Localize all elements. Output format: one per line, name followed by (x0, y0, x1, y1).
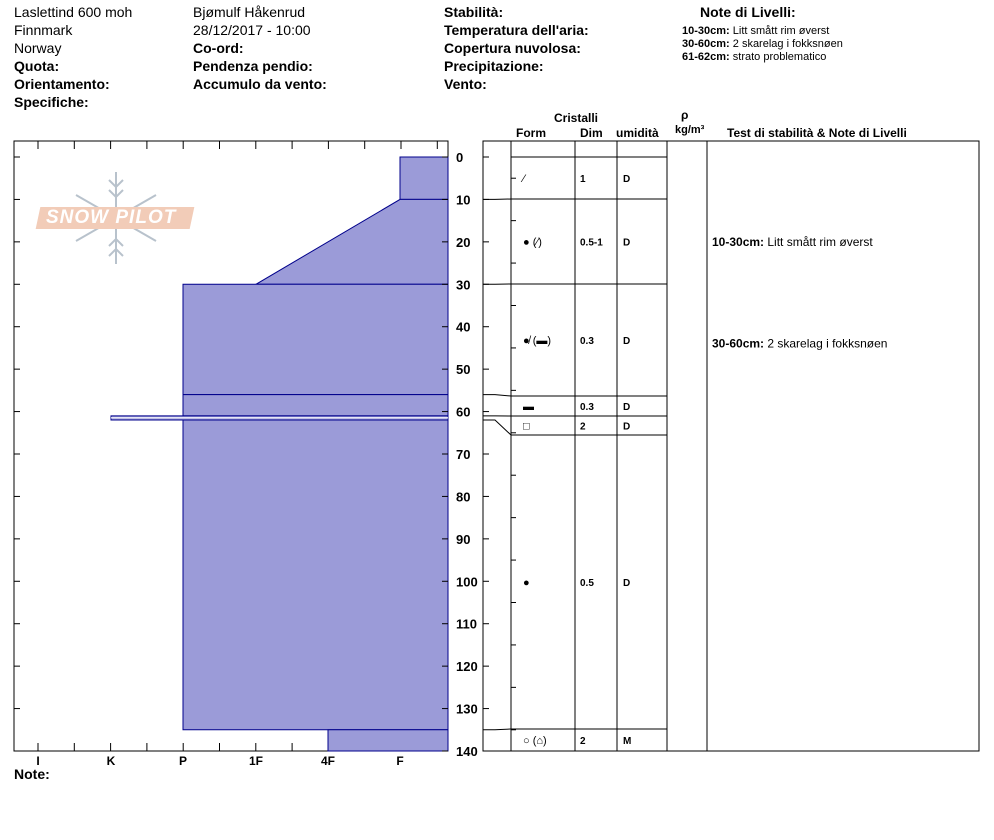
copertura-label: Copertura nuvolosa: (444, 40, 581, 56)
crystal-form: ○ (⌂) (523, 735, 547, 747)
header-cristalli: Cristalli (554, 111, 599, 125)
hardness-tick-label: F (396, 754, 404, 768)
depth-tick-label: 50 (456, 362, 471, 378)
snow-layer (328, 730, 448, 751)
pendenza-label: Pendenza pendio: (193, 58, 313, 74)
crystal-size: 0.5 (580, 578, 594, 589)
header-umidita: umidità (616, 126, 659, 140)
temperatura-label: Temperatura dell'aria: (444, 22, 589, 38)
snow-layer (183, 284, 448, 394)
region: Finnmark (14, 22, 73, 38)
moisture-value: D (623, 421, 631, 433)
depth-tick-label: 40 (456, 319, 471, 335)
precipitazione-label: Precipitazione: (444, 58, 544, 74)
crystal-form: ● (⁄) (523, 236, 542, 249)
observer: Bjømulf Håkenrud (193, 4, 306, 20)
vento-label: Vento: (444, 76, 487, 92)
coord-label: Co-ord: (193, 40, 244, 56)
stability-note-range: 10-30cm: (712, 234, 768, 249)
orientamento-label: Orientamento: (14, 76, 110, 92)
moisture-value: D (623, 578, 631, 589)
datetime: 28/12/2017 - 10:00 (193, 22, 311, 38)
note-label: Note: (14, 766, 50, 782)
level-note-range: 30-60cm: (682, 38, 730, 50)
depth-tick-label: 120 (456, 659, 478, 675)
specifiche-label: Specifiche: (14, 94, 89, 110)
level-note-text: 2 skarelag i fokksnøen (732, 38, 843, 50)
level-note-text: strato problematico (732, 51, 827, 63)
hardness-tick-label: I (36, 754, 40, 768)
snow-layer (183, 395, 448, 416)
hardness-tick-label: 4F (320, 754, 336, 768)
snow-layer (183, 420, 448, 730)
depth-tick-label: 10 (456, 192, 471, 208)
table-border (483, 141, 979, 751)
crystal-size: 0.3 (580, 336, 594, 347)
header-stability: Test di stabilità & Note di Livelli (727, 126, 907, 140)
crystal-form: □ (523, 420, 530, 433)
moisture-value: D (623, 336, 631, 347)
depth-connector (483, 729, 511, 730)
moisture-value: M (623, 736, 632, 747)
header-rho: ρ (681, 108, 689, 122)
quota-label: Quota: (14, 58, 60, 74)
level-note-range: 61-62cm: (682, 51, 730, 63)
depth-tick-label: 30 (456, 277, 471, 293)
snow-layer (256, 199, 448, 284)
depth-tick-label: 90 (456, 531, 471, 547)
crystal-size: 1 (580, 174, 586, 185)
stability-note (712, 337, 887, 351)
crystal-form: ▬ (523, 401, 534, 413)
depth-tick-label: 130 (456, 701, 478, 717)
crystal-size: 2 (580, 736, 586, 747)
stability-note-text: 2 skarelag i fokksnøen (767, 336, 888, 351)
depth-connector (483, 395, 511, 396)
stability-note-text: Litt smått rim øverst (767, 234, 873, 249)
hardness-tick-label: P (178, 754, 188, 768)
crystal-size: 2 (580, 421, 586, 433)
depth-tick-label: 20 (456, 234, 471, 250)
depth-tick-label: 140 (456, 744, 478, 759)
level-note-range: 10-30cm: (682, 25, 730, 37)
moisture-value: D (623, 174, 631, 185)
level-note-text: Litt smått rim øverst (732, 25, 830, 37)
depth-tick-label: 60 (456, 404, 471, 420)
crystal-form: ● (523, 577, 530, 589)
crystal-size: 0.3 (580, 402, 594, 413)
snow-layer (400, 157, 448, 199)
depth-connector (483, 420, 511, 435)
hardness-tick-label: 1F (248, 754, 264, 768)
depth-tick-label: 110 (456, 616, 477, 632)
moisture-value: D (623, 237, 631, 249)
header-density-unit: kg/m³ (675, 124, 705, 136)
accumulo-label: Accumulo da vento: (193, 76, 327, 92)
logo-text: SNOW PILOT (46, 207, 177, 228)
depth-tick-label: 70 (456, 447, 471, 462)
depth-tick-label: 100 (456, 574, 478, 590)
moisture-value: D (623, 402, 631, 413)
hardness-tick-label: K (106, 754, 116, 768)
header-form: Form (516, 126, 546, 140)
level-notes-title: Note di Livelli: (700, 4, 796, 20)
header-dim: Dim (580, 126, 603, 140)
stability-note-range: 30-60cm: (712, 336, 768, 351)
depth-tick-label: 0 (456, 150, 464, 165)
country: Norway (14, 40, 62, 56)
location: Laslettind 600 moh (14, 4, 133, 20)
stabilita-label: Stabilità: (444, 4, 504, 20)
crystal-form: ●̸ (▬) (523, 335, 552, 347)
stability-note (712, 235, 873, 249)
depth-tick-label: 80 (456, 489, 471, 505)
crystal-size: 0.5-1 (580, 237, 603, 249)
crystal-form: ⁄ (523, 173, 525, 185)
